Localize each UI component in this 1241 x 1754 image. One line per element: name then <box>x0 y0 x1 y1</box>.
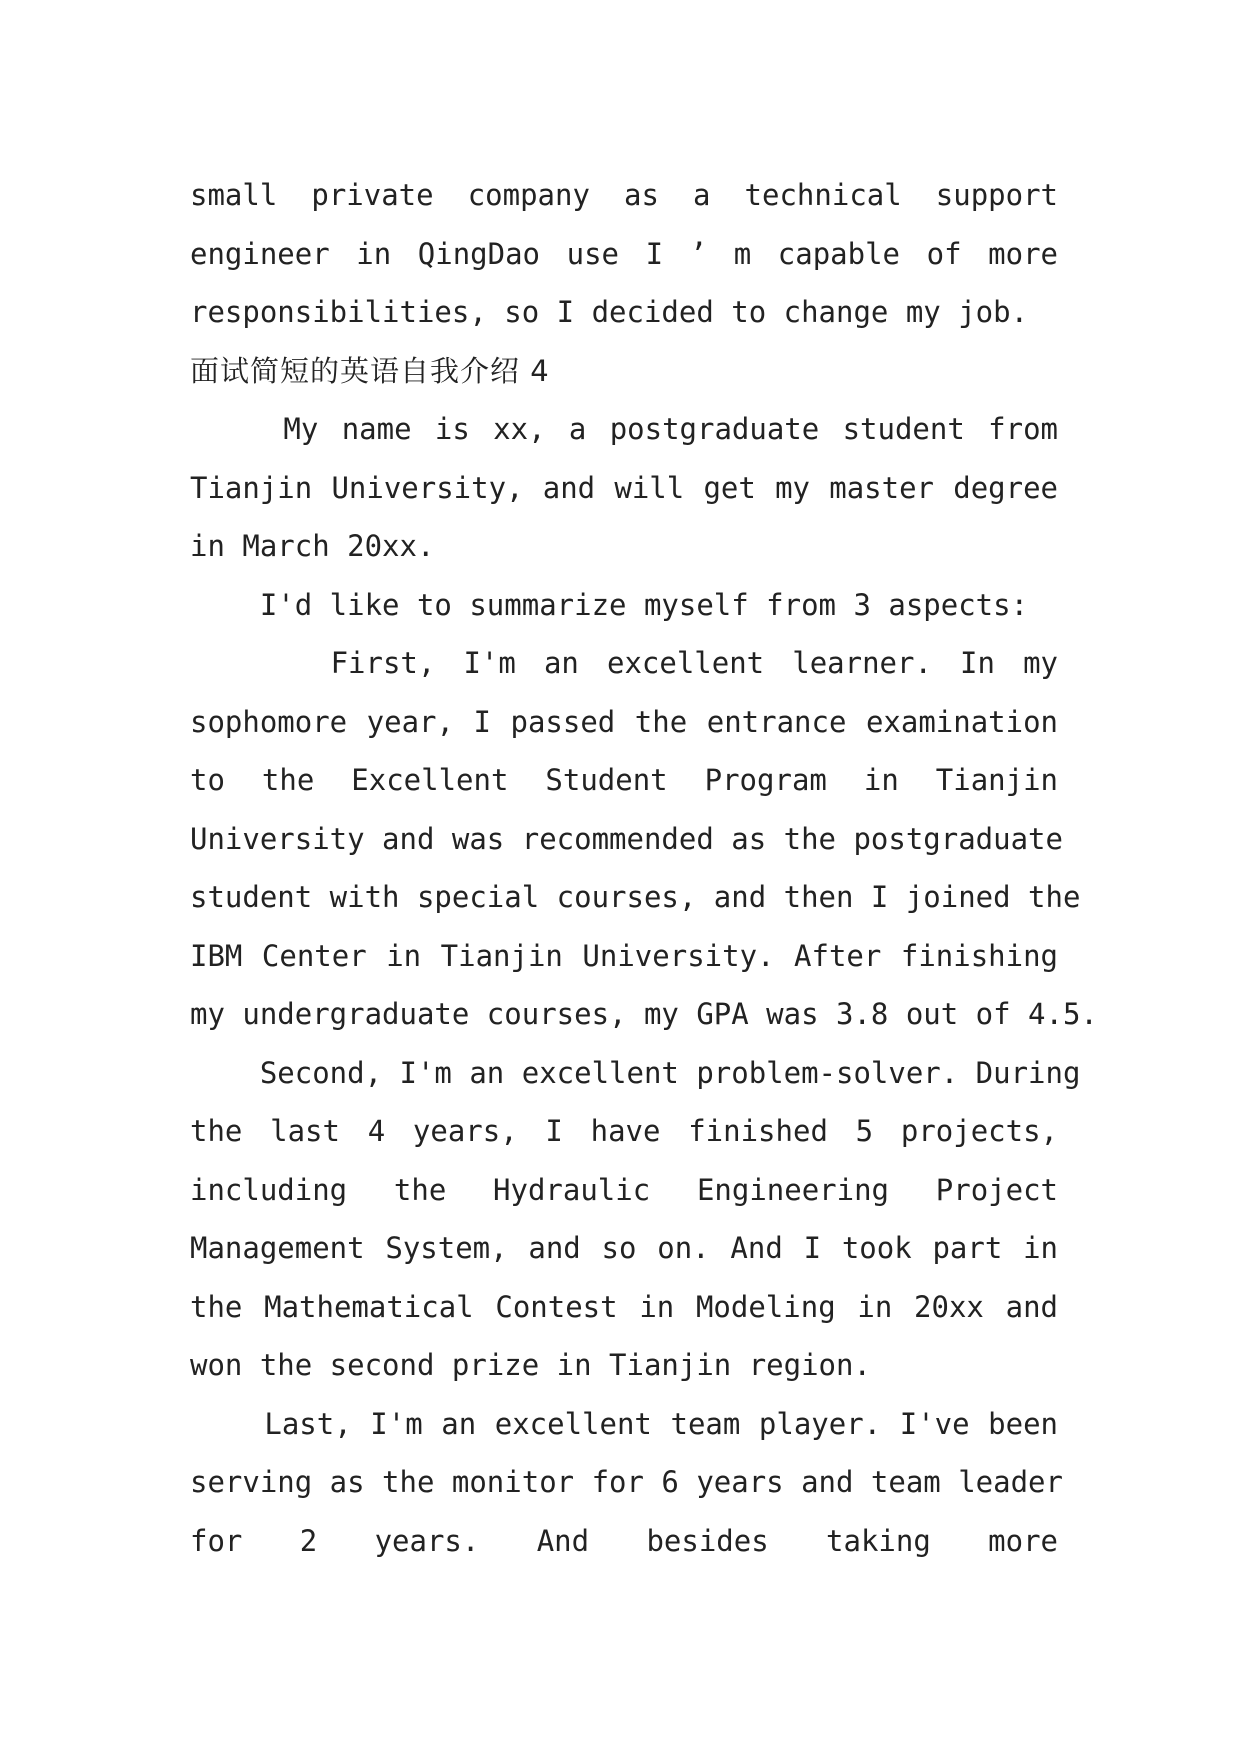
text-line: to the Excellent Student Program in Tianjin <box>190 763 1058 797</box>
text-line: my undergraduate courses, my GPA was 3.8 out of 4.5. <box>190 997 1098 1031</box>
text-line: Second, I'm an excellent problem-solver. During <box>190 1055 1081 1090</box>
text-line: University and was recommended as the postgraduate <box>190 821 1063 856</box>
text-line: in March 20xx. <box>190 529 435 563</box>
text-line: First, I'm an excellent learner. In my <box>190 646 1058 680</box>
text-line: IBM Center in Tianjin University. After finishing <box>190 938 1058 973</box>
text-line: serving as the monitor for 6 years and team leader <box>190 1465 1063 1499</box>
text-line: responsibilities, so I decided to change my job. <box>190 295 1029 329</box>
text-line: student with special courses, and then I joined the <box>190 880 1081 914</box>
text-line: engineer in QingDao use I ’ m capable of more <box>190 236 1058 271</box>
text-line: I'd like to summarize myself from 3 aspects: <box>190 587 1029 622</box>
text-line: Last, I'm an excellent team player. I've been <box>190 1406 1058 1441</box>
text-line: the last 4 years, I have finished 5 projects, <box>190 1114 1058 1148</box>
document-body <box>190 166 1098 1570</box>
text-line: sophomore year, I passed the entrance examination <box>190 704 1058 739</box>
text-line: small private company as a technical support <box>190 178 1058 212</box>
text-line: Management System, and so on. And I took part in <box>190 1231 1058 1265</box>
text-line: the Mathematical Contest in Modeling in 20xx and <box>190 1289 1058 1324</box>
section-heading: 面试简短的英语自我介绍 4 <box>190 353 550 388</box>
text-line: for 2 years. And besides taking more <box>190 1523 1058 1558</box>
text-line: Tianjin University, and will get my master degree <box>190 470 1058 505</box>
text-line: won the second prize in Tianjin region. <box>190 1348 871 1382</box>
text-line: including the Hydraulic Engineering Project <box>190 1172 1058 1207</box>
text-line: My name is xx, a postgraduate student from <box>190 412 1058 446</box>
